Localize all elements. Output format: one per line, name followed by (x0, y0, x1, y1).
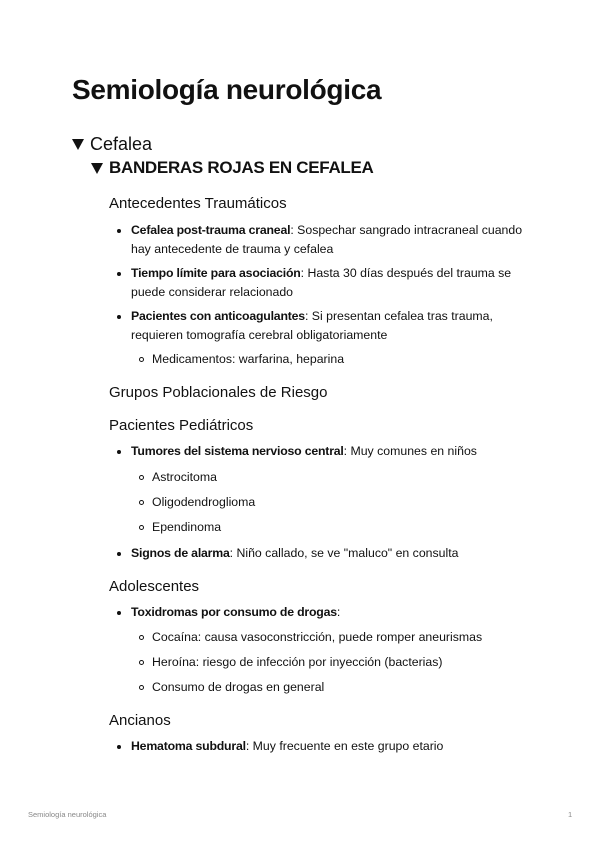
page-title: Semiología neurológica (72, 74, 382, 105)
list-item: Tumores del sistema nervioso central: Muy comunes en niños (131, 442, 541, 461)
bullet-dot-icon (117, 315, 121, 319)
list-item: Pacientes con anticoagulantes: Si presentan cefalea tras trauma, requieren tomografía cerebral obligatoriamente (131, 307, 541, 344)
bullet-dot-icon (117, 272, 121, 276)
section-heading: Grupos Poblacionales de Riesgo (109, 384, 328, 401)
list-item: Cefalea post-trauma craneal: Sospechar sangrado intracraneal cuando hay antecedente de trauma y cefalea (131, 221, 541, 258)
list-item-text: Sospechar sangrado intracraneal cuando hay antecedente de trauma y cefalea (131, 223, 523, 256)
sub-list-item: Astrocitoma (152, 468, 217, 487)
toggle-triangle-down-icon[interactable] (72, 139, 84, 150)
toggle-label: Cefalea (90, 134, 153, 154)
bullet-dot-icon (117, 611, 121, 615)
sub-list-item: Medicamentos: warfarina, heparina (152, 350, 344, 369)
footer-page-number: 1 (568, 810, 573, 819)
list-item: Toxidromas por consumo de drogas: (131, 603, 541, 622)
bullet-circle-icon (139, 475, 144, 480)
list-item: Signos de alarma: Niño callado, se ve "maluco" en consulta (131, 544, 541, 563)
list-item-term: Tiempo límite para asociación (131, 266, 301, 280)
list-item: Tiempo límite para asociación: Hasta 30 días después del trauma se puede considerar relacionado (131, 264, 541, 301)
bullet-circle-icon (139, 685, 144, 690)
list-item-text: Muy frecuente en este grupo etario (249, 739, 444, 753)
bullet-dot-icon (117, 229, 121, 233)
bullet-circle-icon (139, 635, 144, 640)
list-item-term: Pacientes con anticoagulantes (131, 309, 305, 323)
section-heading: Antecedentes Traumáticos (109, 195, 287, 212)
toggle-label: BANDERAS ROJAS EN CEFALEA (109, 158, 374, 177)
sub-list-item: Ependinoma (152, 518, 221, 537)
bullet-dot-icon (117, 450, 121, 454)
list-item-term: Signos de alarma (131, 546, 230, 560)
bullet-circle-icon (139, 660, 144, 665)
bullet-circle-icon (139, 500, 144, 505)
section-heading: Pacientes Pediátricos (109, 417, 254, 434)
list-item-text: Muy comunes en niños (347, 444, 477, 458)
bullet-dot-icon (117, 745, 121, 749)
list-item-term: Tumores del sistema nervioso central (131, 444, 344, 458)
footer-title: Semiología neurológica (28, 810, 107, 819)
bullet-circle-icon (139, 357, 144, 362)
section-heading: Ancianos (109, 712, 171, 729)
list-item: Hematoma subdural: Muy frecuente en este grupo etario (131, 737, 541, 756)
sub-list-item: Heroína: riesgo de infección por inyección (bacterias) (152, 653, 443, 672)
sub-list-item: Consumo de drogas en general (152, 678, 324, 697)
list-item-term: Toxidromas por consumo de drogas (131, 605, 337, 619)
sub-list-item: Oligodendroglioma (152, 493, 255, 512)
list-item-text: Si presentan cefalea tras trauma, requieren tomografía cerebral obligatoriamente (131, 309, 493, 342)
list-item-term: Cefalea post-trauma craneal (131, 223, 291, 237)
list-item-text: Hasta 30 días después del trauma se puede considerar relacionado (131, 266, 512, 299)
section-heading: Adolescentes (109, 578, 200, 595)
toggle-triangle-down-icon[interactable] (91, 163, 103, 174)
sub-list-item: Cocaína: causa vasoconstricción, puede romper aneurismas (152, 628, 482, 647)
bullet-dot-icon (117, 552, 121, 556)
toggle-cefalea[interactable] (72, 133, 152, 155)
list-item-text: Niño callado, se ve "maluco" en consulta (233, 546, 459, 560)
toggle-banderas-rojas[interactable] (91, 157, 374, 179)
bullet-circle-icon (139, 525, 144, 530)
list-item-term: Hematoma subdural (131, 739, 246, 753)
